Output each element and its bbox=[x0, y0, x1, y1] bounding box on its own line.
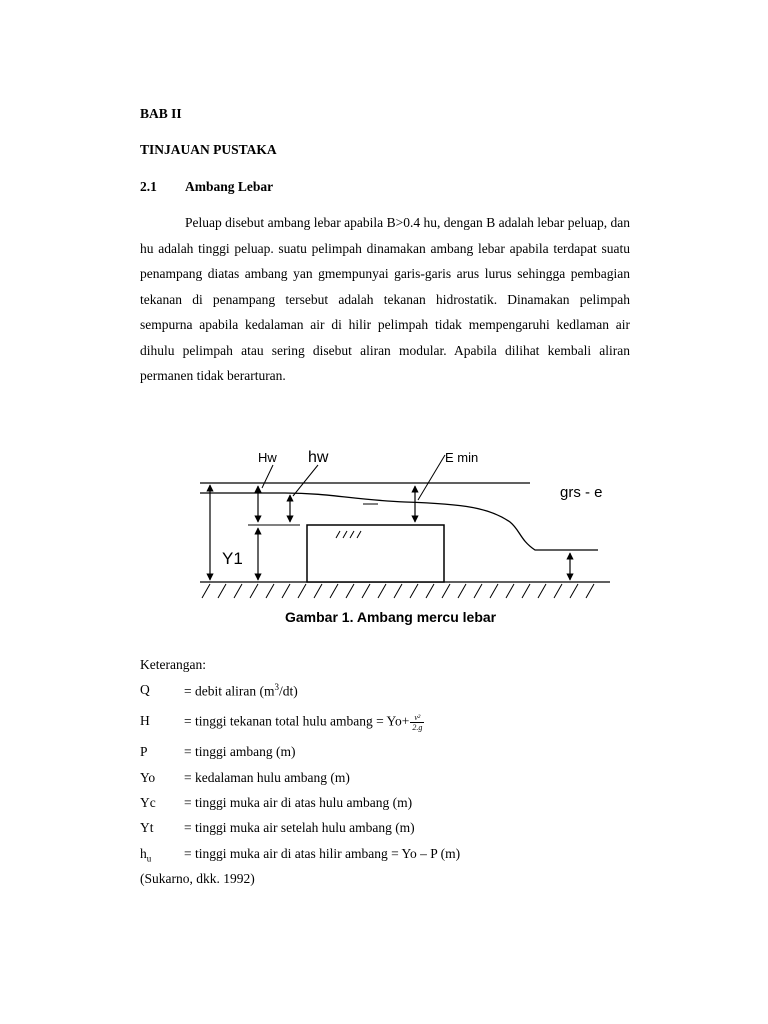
legend-def-yc: = tinggi muka air di atas hulu ambang (m) bbox=[184, 795, 413, 810]
legend-def-yt: = tinggi muka air setelah hulu ambang (m) bbox=[184, 820, 415, 835]
chapter-heading: BAB II bbox=[140, 106, 182, 121]
legend-symbol-h: H bbox=[140, 713, 150, 728]
section-title: Ambang Lebar bbox=[185, 179, 274, 194]
label-grs-e: grs - e bbox=[560, 484, 603, 501]
label-emin: E min bbox=[445, 450, 479, 465]
citation: (Sukarno, dkk. 1992) bbox=[140, 871, 255, 886]
legend-def-h: = tinggi tekanan total hulu ambang = Yo+ $\frac{\text{v²}}{2.g}$ bbox=[184, 713, 423, 732]
body-paragraph: Peluap disebut ambang lebar apabila B>0.4 hu, dengan B adalah lebar peluap, dan hu adalah tinggi peluap. suatu pelimpah dinamakan ambang lebar apabila terdapat suatu penampang diatas ambang yan gmempunyai garis-garis arus lurus sehingga pembagian tekanan di penampang tersebut adalah tekanan hidrostatik. Dinamakan pelimpah sempurna apabila kedalaman air di hilir pelimpah tidak mempengaruhi kedlaman air dihulu pelimpah atau sering disebut aliran modular. Apabila dilihat kembali aliran permanen tidak berarturan. bbox=[140, 215, 630, 383]
legend-def-p: = tinggi ambang (m) bbox=[184, 744, 296, 759]
legend-symbol-yt: Yt bbox=[140, 820, 154, 835]
weir-block bbox=[307, 525, 444, 582]
label-hw: hw bbox=[308, 449, 329, 466]
label-Hw: Hw bbox=[258, 450, 277, 465]
legend-def-yo: = kedalaman hulu ambang (m) bbox=[184, 770, 350, 785]
legend-symbol-p: P bbox=[140, 744, 148, 759]
legend-def-hu: = tinggi muka air di atas hilir ambang = Yo – P (m) bbox=[184, 846, 461, 861]
broad-crested-weir-figure bbox=[190, 430, 640, 630]
velocity-head-fraction: $\frac{\text{v²}}{2.g}$ bbox=[412, 713, 423, 732]
legend-symbol-q: Q bbox=[140, 682, 150, 697]
chapter-title: TINJAUAN PUSTAKA bbox=[140, 142, 277, 157]
legend-symbol-yc: Yc bbox=[140, 795, 156, 810]
legend-symbol-hu: $h_u$ bbox=[140, 846, 152, 864]
legend-symbol-yo: Yo bbox=[140, 770, 156, 785]
label-y1: Y1 bbox=[222, 549, 243, 568]
legend-def-q: = debit aliran $(m^3/dt)$ bbox=[184, 682, 298, 699]
bed-hatching bbox=[202, 584, 594, 598]
legend-title: Keterangan: bbox=[140, 657, 206, 672]
figure-caption: Gambar 1. Ambang mercu lebar bbox=[285, 609, 497, 625]
section-number: 2.1 bbox=[140, 179, 157, 194]
